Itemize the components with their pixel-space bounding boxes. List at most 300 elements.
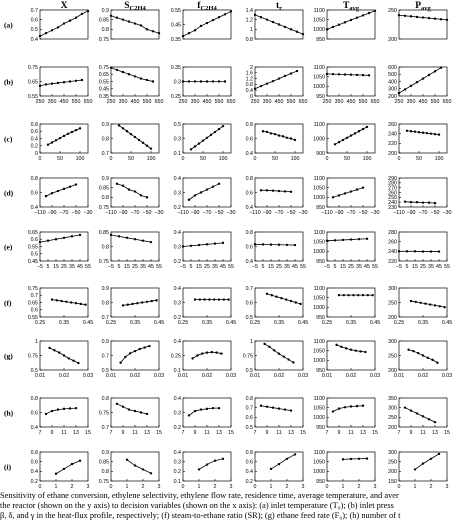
- y-tick-label: 0.7: [101, 150, 109, 157]
- panel-f-p-avg: [388, 286, 452, 326]
- data-point: [194, 298, 196, 300]
- data-point: [412, 350, 414, 352]
- y-tick-label: 200: [388, 150, 397, 157]
- data-point: [294, 139, 296, 141]
- y-tick-label: 0.8: [245, 36, 253, 43]
- data-point: [116, 69, 118, 71]
- data-point: [198, 142, 200, 144]
- data-point: [47, 240, 49, 242]
- y-tick-label: 0.5: [30, 251, 38, 258]
- x-tick-label: 13: [432, 430, 438, 436]
- data-point: [278, 134, 280, 136]
- x-tick-label: 25: [204, 264, 210, 270]
- x-tick-label: 0.03: [369, 373, 381, 379]
- x-tick-label: 3: [157, 484, 161, 490]
- x-tick-label: 50: [272, 156, 278, 162]
- x-tick-label: −50: [358, 210, 368, 216]
- data-point: [69, 407, 71, 409]
- data-point: [199, 298, 201, 300]
- data-point: [222, 458, 224, 460]
- data-point: [354, 132, 356, 134]
- data-point: [290, 409, 292, 411]
- y-tick-label: 260: [388, 239, 397, 246]
- data-point: [344, 21, 346, 23]
- data-point: [116, 403, 118, 405]
- x-tick-label: 3: [301, 484, 305, 490]
- x-tick-label: −70: [346, 210, 356, 216]
- data-point: [182, 80, 184, 82]
- data-point: [218, 16, 220, 18]
- data-point: [128, 408, 130, 410]
- data-point: [146, 79, 148, 81]
- y-tick-label: 0.8: [245, 82, 253, 89]
- x-tick-label: 45: [292, 264, 298, 270]
- x-tick-label: 13: [216, 430, 222, 436]
- x-tick-label: −70: [274, 210, 284, 216]
- plot-frame: [255, 341, 303, 370]
- data-point: [422, 16, 424, 18]
- x-tick-label: −110: [321, 210, 333, 216]
- x-tick-label: 35: [356, 264, 362, 270]
- x-tick-label: 650: [370, 99, 380, 105]
- panel-c-p-avg: [388, 122, 447, 162]
- y-tick-label: 0.65: [27, 300, 38, 307]
- y-tick-label: 0.3: [173, 190, 181, 197]
- plot-frame: [399, 232, 447, 261]
- x-tick-label: 550: [214, 99, 224, 105]
- data-point: [436, 362, 438, 364]
- y-tick-label: 200: [388, 36, 397, 43]
- data-point: [266, 189, 268, 191]
- x-tick-label: 11: [420, 430, 426, 436]
- y-tick-label: 0.6: [245, 300, 253, 307]
- data-point: [362, 128, 364, 130]
- x-tick-label: 13: [144, 430, 150, 436]
- series-line: [261, 190, 291, 191]
- data-point: [362, 14, 364, 16]
- x-tick-label: 0: [397, 484, 401, 490]
- panel-c-t-avg: [313, 122, 375, 162]
- data-point: [350, 349, 352, 351]
- data-point: [350, 74, 352, 76]
- data-point: [362, 186, 364, 188]
- x-tick-label: 2: [357, 484, 361, 490]
- data-point: [122, 71, 124, 73]
- x-tick-label: −50: [286, 210, 296, 216]
- data-point: [134, 22, 136, 24]
- y-tick-label: 0.4: [173, 338, 181, 345]
- plot-frame: [111, 288, 159, 317]
- data-point: [440, 67, 442, 69]
- panel-e-p-avg: [388, 230, 450, 270]
- data-point: [296, 70, 298, 72]
- data-point: [338, 407, 340, 409]
- x-tick-label: 55: [156, 264, 162, 270]
- y-tick-label: 0.6: [245, 136, 253, 143]
- data-point: [438, 250, 440, 252]
- data-point: [290, 191, 292, 193]
- data-point: [218, 407, 220, 409]
- data-point: [222, 125, 224, 127]
- panel-d-s-c2h4: [99, 176, 164, 216]
- plot-frame: [399, 452, 447, 481]
- data-point: [272, 406, 274, 408]
- x-tick-label: 350: [190, 99, 200, 105]
- y-tick-label: 0.6: [30, 307, 38, 314]
- data-point: [273, 349, 275, 351]
- data-point: [368, 12, 370, 14]
- x-tick-label: 0.02: [273, 373, 285, 379]
- data-point: [286, 458, 288, 460]
- data-point: [206, 22, 208, 24]
- series-line: [255, 244, 295, 245]
- panel-i-f-c2h4: [174, 450, 233, 490]
- series-line: [111, 235, 151, 242]
- x-tick-label: −50: [142, 210, 152, 216]
- data-point: [427, 357, 429, 359]
- plot-frame: [327, 124, 375, 153]
- data-point: [190, 148, 192, 150]
- x-tick-label: 5: [46, 264, 50, 270]
- caption-line-2: the reactor (shown on the y axis) to decision variables (shown on the x axis): (a) inlet temperature (T₀); (b) inlet press: [0, 501, 394, 510]
- x-tick-label: 3: [373, 484, 377, 490]
- x-tick-label: 35: [140, 264, 146, 270]
- x-tick-label: 2: [429, 484, 433, 490]
- data-point: [295, 301, 297, 303]
- data-point: [446, 19, 448, 21]
- data-point: [280, 297, 282, 299]
- y-tick-label: 0.3: [173, 300, 181, 307]
- x-tick-label: −110: [177, 210, 189, 216]
- data-point: [416, 16, 418, 18]
- y-tick-label: 250: [388, 459, 397, 466]
- data-point: [51, 298, 53, 300]
- y-tick-label: 1000: [313, 469, 325, 476]
- data-point: [230, 10, 232, 12]
- y-tick-label: 1000: [313, 358, 325, 365]
- data-point: [63, 408, 65, 410]
- x-tick-label: 0.01: [321, 373, 333, 379]
- data-point: [140, 194, 142, 196]
- y-tick-label: 0.85: [98, 185, 109, 192]
- data-point: [206, 243, 208, 245]
- series-line: [183, 243, 223, 247]
- data-point: [134, 190, 136, 192]
- series-line: [271, 454, 295, 469]
- x-tick-label: 100: [362, 156, 372, 162]
- y-tick-label: 0.7: [245, 405, 253, 412]
- data-point: [422, 132, 424, 134]
- y-tick-label: 350: [388, 395, 397, 402]
- panel-b-t-r: [246, 65, 308, 105]
- x-tick-label: 1: [413, 484, 417, 490]
- y-tick-label: 0.5: [173, 121, 181, 128]
- x-tick-label: 13: [360, 430, 366, 436]
- y-tick-label: 0.75: [242, 353, 253, 360]
- x-tick-label: 25: [276, 264, 282, 270]
- y-tick-label: 0.45: [98, 86, 109, 93]
- y-tick-label: 0.8: [245, 449, 253, 456]
- x-tick-label: 350: [47, 99, 57, 105]
- series-line: [117, 184, 147, 198]
- data-point: [51, 82, 53, 84]
- y-tick-label: 0.8: [245, 229, 253, 236]
- x-tick-label: 0: [181, 484, 185, 490]
- data-point: [206, 137, 208, 139]
- data-point: [290, 28, 292, 30]
- y-tick-label: 0.8: [101, 244, 109, 251]
- x-tick-label: 15: [156, 430, 162, 436]
- data-point: [224, 80, 226, 82]
- y-tick-label: 0.45: [170, 22, 181, 29]
- series-line: [199, 459, 223, 470]
- y-tick-label: 0.8: [245, 175, 253, 182]
- x-tick-label: 0.25: [249, 320, 261, 326]
- data-point: [198, 468, 200, 470]
- x-tick-label: 5: [333, 264, 337, 270]
- data-point: [285, 298, 287, 300]
- data-point: [292, 361, 294, 363]
- data-point: [51, 410, 53, 412]
- y-tick-label: 1050: [313, 295, 325, 302]
- data-point: [326, 240, 328, 242]
- y-tick-label: 950: [316, 36, 325, 43]
- plot-frame: [327, 452, 375, 481]
- y-tick-label: 0.75: [27, 285, 38, 292]
- data-point: [326, 73, 328, 75]
- data-point: [254, 88, 256, 90]
- data-point: [274, 133, 276, 135]
- y-tick-label: 0.5: [101, 367, 109, 374]
- y-tick-label: 300: [388, 338, 397, 345]
- data-point: [143, 346, 145, 348]
- x-tick-label: 650: [442, 99, 452, 105]
- x-tick-label: −90: [190, 210, 200, 216]
- data-point: [79, 460, 81, 462]
- data-point: [118, 235, 120, 237]
- data-point: [71, 131, 73, 133]
- y-tick-label: 0.55: [98, 79, 109, 86]
- row-label-3: (d): [4, 188, 14, 198]
- x-tick-label: 0.01: [105, 373, 117, 379]
- y-tick-label: 0.75: [98, 36, 109, 43]
- data-point: [119, 362, 121, 364]
- y-tick-label: 240: [388, 199, 397, 206]
- x-tick-label: 2: [141, 484, 145, 490]
- x-tick-label: −70: [418, 210, 428, 216]
- data-point: [151, 300, 153, 302]
- x-tick-label: 1: [341, 484, 345, 490]
- y-tick-label: 0.2: [30, 478, 38, 485]
- data-point: [206, 408, 208, 410]
- x-tick-label: 0.01: [177, 373, 189, 379]
- data-point: [126, 130, 128, 132]
- y-tick-label: 950: [316, 314, 325, 321]
- data-point: [272, 189, 274, 191]
- x-tick-label: 0.02: [58, 373, 70, 379]
- x-tick-label: 650: [154, 99, 164, 105]
- x-tick-label: 450: [130, 99, 140, 105]
- plot-frame: [111, 341, 159, 370]
- x-tick-label: −50: [214, 210, 224, 216]
- y-tick-label: 0.6: [245, 459, 253, 466]
- data-point: [212, 19, 214, 21]
- data-point: [290, 300, 292, 302]
- data-point: [213, 298, 215, 300]
- y-tick-label: 260: [388, 190, 397, 197]
- data-point: [124, 356, 126, 358]
- data-point: [439, 305, 441, 307]
- data-point: [404, 88, 406, 90]
- data-point: [332, 73, 334, 75]
- data-point: [366, 238, 368, 240]
- data-point: [338, 294, 340, 296]
- data-point: [75, 17, 77, 19]
- series-line: [46, 185, 76, 197]
- y-tick-label: 1050: [313, 74, 325, 81]
- data-point: [350, 19, 352, 21]
- data-point: [266, 18, 268, 20]
- data-point: [278, 353, 280, 355]
- x-tick-label: 45: [436, 264, 442, 270]
- y-tick-label: 0.2: [173, 314, 181, 321]
- y-tick-label: 0.75: [27, 353, 38, 360]
- row-label-2: (c): [4, 134, 13, 144]
- data-point: [214, 460, 216, 462]
- x-tick-label: −5: [36, 264, 44, 270]
- panel-d-f-c2h4: [174, 176, 236, 216]
- data-point: [428, 418, 430, 420]
- data-point: [218, 298, 220, 300]
- x-tick-label: 13: [288, 430, 294, 436]
- data-point: [404, 200, 406, 202]
- y-tick-label: 0.3: [173, 136, 181, 143]
- x-tick-label: 25: [61, 264, 67, 270]
- data-point: [127, 303, 129, 305]
- data-point: [87, 10, 89, 12]
- x-tick-label: 450: [346, 99, 356, 105]
- x-tick-label: 350: [406, 99, 416, 105]
- data-point: [434, 304, 436, 306]
- data-point: [55, 238, 57, 240]
- x-tick-label: 0.45: [369, 320, 381, 326]
- data-point: [110, 67, 112, 69]
- x-tick-label: 15: [53, 264, 59, 270]
- x-tick-label: 50: [57, 156, 63, 162]
- y-tick-label: 0.6: [30, 190, 38, 197]
- data-point: [57, 82, 59, 84]
- data-point: [350, 190, 352, 192]
- y-tick-label: 300: [388, 285, 397, 292]
- y-tick-label: 0.5: [245, 314, 253, 321]
- data-point: [340, 346, 342, 348]
- data-point: [45, 83, 47, 85]
- data-point: [56, 299, 58, 301]
- data-point: [416, 81, 418, 83]
- panel-b-s-c2h4: [99, 65, 164, 105]
- plot-frame: [399, 67, 447, 96]
- data-point: [272, 21, 274, 23]
- y-tick-label: 0.9: [101, 121, 109, 128]
- data-point: [414, 468, 416, 470]
- data-point: [440, 18, 442, 20]
- x-tick-label: 250: [106, 99, 116, 105]
- data-point: [332, 410, 334, 412]
- y-tick-label: 0.2: [245, 478, 253, 485]
- data-point: [75, 407, 77, 409]
- x-tick-label: 50: [128, 156, 134, 162]
- data-point: [122, 185, 124, 187]
- data-point: [278, 23, 280, 25]
- data-point: [75, 183, 77, 185]
- x-tick-label: 7: [253, 430, 257, 436]
- y-tick-label: 290: [388, 175, 397, 182]
- x-tick-label: 15: [300, 430, 306, 436]
- x-tick-label: 0.03: [297, 373, 309, 379]
- data-point: [47, 143, 49, 145]
- y-tick-label: 0.75: [98, 410, 109, 417]
- y-tick-label: 0.7: [101, 353, 109, 360]
- y-tick-label: 200: [388, 424, 397, 431]
- data-point: [158, 32, 160, 34]
- y-tick-label: 300: [388, 449, 397, 456]
- plot-frame: [399, 398, 447, 427]
- panel-g-t-avg: [313, 339, 380, 379]
- data-point: [266, 131, 268, 133]
- x-tick-label: 9: [337, 430, 341, 436]
- data-point: [212, 407, 214, 409]
- x-tick-label: 250: [322, 99, 332, 105]
- x-tick-label: 0.03: [153, 373, 165, 379]
- data-point: [335, 344, 337, 346]
- y-tick-label: 0.2: [173, 204, 181, 211]
- data-point: [71, 463, 73, 465]
- plot-frame: [40, 398, 88, 427]
- data-point: [406, 250, 408, 252]
- x-tick-label: 11: [132, 430, 138, 436]
- y-tick-label: 1: [35, 338, 38, 345]
- column-header-1: $S_{C2H4}$: [124, 1, 146, 12]
- data-point: [122, 127, 124, 129]
- data-point: [334, 239, 336, 241]
- y-tick-label: 270: [388, 185, 397, 192]
- data-point: [260, 189, 262, 191]
- y-tick-label: 0.8: [30, 121, 38, 128]
- data-point: [129, 352, 131, 354]
- y-tick-label: 1100: [313, 395, 325, 402]
- data-point: [208, 298, 210, 300]
- x-tick-label: −110: [105, 210, 117, 216]
- data-point: [39, 85, 41, 87]
- data-point: [426, 132, 428, 134]
- plot-frame: [255, 178, 303, 207]
- y-tick-label: 280: [388, 229, 397, 236]
- data-point: [362, 294, 364, 296]
- data-point: [155, 299, 157, 301]
- y-tick-label: 1.4: [245, 7, 253, 14]
- data-point: [268, 346, 270, 348]
- y-tick-label: 300: [388, 405, 397, 412]
- data-point: [272, 80, 274, 82]
- caption-line-3: β, δ, and γ in the heat-flux profile, respectively; (f) steam-to-ethane ratio (SR); (g) ethane feed rate (F₀); (h) number of t: [0, 511, 401, 520]
- data-point: [122, 406, 124, 408]
- data-point: [398, 250, 400, 252]
- data-point: [146, 28, 148, 30]
- data-point: [63, 354, 65, 356]
- y-tick-label: 0.9: [101, 7, 109, 14]
- data-point: [51, 29, 53, 31]
- x-tick-label: 0: [109, 484, 113, 490]
